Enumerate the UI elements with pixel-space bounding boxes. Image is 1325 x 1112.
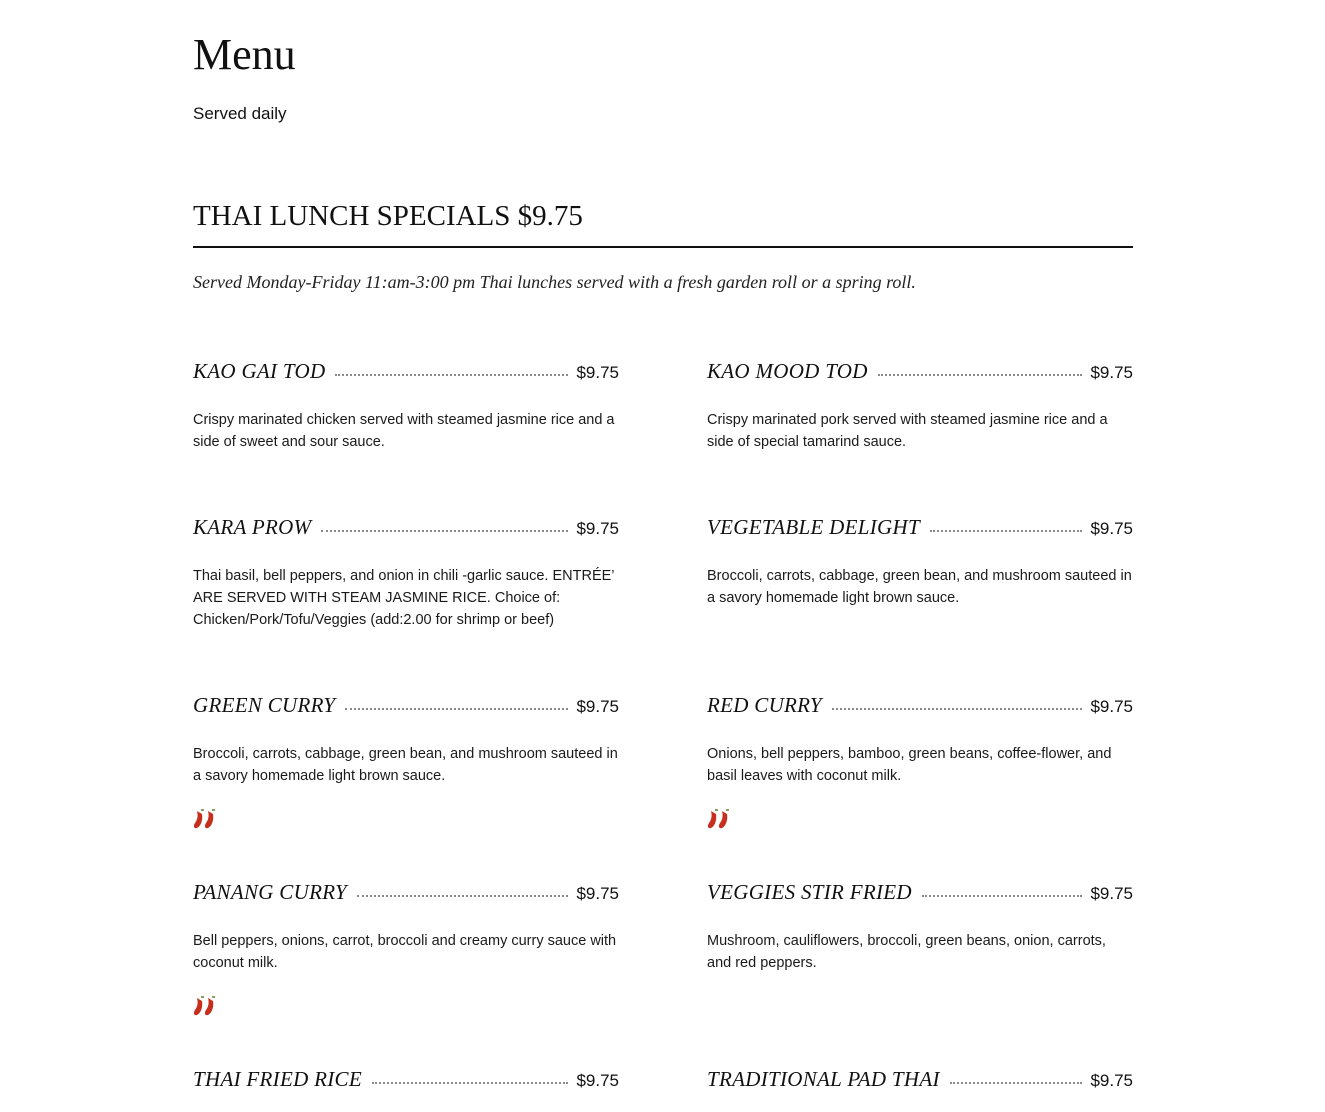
dotted-leader [878,374,1083,376]
chili-pepper-icon [719,811,727,828]
chili-pepper-icon [708,811,716,828]
menu-item-description: Bell peppers, onions, carrot, broccoli and creamy curry sauce with coconut milk. [193,933,617,971]
menu-item-price: $9.75 [1090,884,1133,903]
dotted-leader [930,530,1082,532]
menu-item-traditional-pad-thai [707,1065,1133,1095]
menu-item-name: KAO GAI TOD [193,359,326,383]
menu-item-green-curry [193,691,619,831]
menu-item-price: $9.75 [576,519,619,538]
menu-item-header [193,1065,619,1095]
dotted-leader [950,1082,1083,1084]
menu-item-description: Broccoli, carrots, cabbage, green bean, and mushroom sauteed in a savory homemade light brown sauce. [707,568,1132,606]
chili-pepper-icon [194,811,202,828]
section-divider [193,246,1133,248]
dotted-leader [321,530,568,532]
menu-item-description: Onions, bell peppers, bamboo, green beans, coffee-flower, and basil leaves with coconut milk. [707,746,1112,784]
menu-item-header [707,1065,1133,1095]
menu-item-description: Crispy marinated pork served with steamed jasmine rice and a side of special tamarind sauce. [707,412,1108,450]
menu-item-header [707,513,1133,543]
menu-item-kao-gai-tod [193,357,619,453]
menu-item-name: TRADITIONAL PAD THAI [707,1067,940,1091]
menu-item-header [707,357,1133,387]
menu-item-name: VEGETABLE DELIGHT [707,515,920,539]
menu-item-description: Broccoli, carrots, cabbage, green bean, and mushroom sauteed in a savory homemade light brown sauce. [193,746,618,784]
chili-pepper-icon [193,996,233,1018]
menu-item-name: VEGGIES STIR FRIED [707,880,912,904]
chili-pepper-icon [205,998,213,1015]
dotted-leader [345,708,568,710]
chili-pepper-icon [193,809,233,831]
page-subtitle: Served daily [193,104,287,123]
menu-item-panang-curry [193,878,619,1018]
menu-item-red-curry [707,691,1133,831]
menu-item-price: $9.75 [1090,363,1133,382]
menu-item-name: KARA PROW [193,515,312,539]
menu-item-vegetable-delight [707,513,1133,609]
menu-item-price: $9.75 [1090,697,1133,716]
menu-item-veggies-stir-fried [707,878,1133,974]
menu-item-price: $9.75 [576,363,619,382]
menu-item-header [707,691,1133,721]
dotted-leader [335,374,568,376]
section-title: THAI LUNCH SPECIALS $9.75 [193,200,583,232]
menu-item-name: THAI FRIED RICE [193,1067,362,1091]
menu-item-name: GREEN CURRY [193,693,336,717]
menu-item-name: PANANG CURRY [193,880,347,904]
menu-item-header [707,878,1133,908]
menu-item-price: $9.75 [1090,1071,1133,1090]
menu-item-price: $9.75 [576,884,619,903]
dotted-leader [372,1082,568,1084]
menu-item-header [193,691,619,721]
chili-pepper-icon [707,809,747,831]
menu-item-name: KAO MOOD TOD [707,359,868,383]
chili-pepper-icon [194,998,202,1015]
menu-item-description: Crispy marinated chicken served with steamed jasmine rice and a side of sweet and sour sauce. [193,412,615,450]
menu-item-header [193,357,619,387]
page-title: Menu [193,30,296,79]
menu-item-price: $9.75 [1090,519,1133,538]
menu-item-kara-prow [193,513,619,631]
menu-item-thai-fried-rice [193,1065,619,1095]
menu-item-price: $9.75 [576,1071,619,1090]
chili-pepper-icon [205,811,213,828]
dotted-leader [922,895,1083,897]
menu-item-description: Thai basil, bell peppers, and onion in chili -garlic sauce. ENTRÉE’ ARE SERVED WITH STEAM JASMINE RICE. Choice of: Chicken/Pork/Tofu/Veggies (add:2.00 for shrimp or beef) [193,568,614,628]
menu-item-header [193,513,619,543]
menu-item-name: RED CURRY [707,693,822,717]
menu-item-header [193,878,619,908]
dotted-leader [832,708,1083,710]
dotted-leader [357,895,569,897]
menu-item-price: $9.75 [576,697,619,716]
menu-item-kao-mood-tod [707,357,1133,453]
menu-item-description: Mushroom, cauliflowers, broccoli, green beans, onion, carrots, and red peppers. [707,933,1106,971]
section-note: Served Monday-Friday 11:am-3:00 pm Thai lunches served with a fresh garden roll or a spring roll. [193,272,916,292]
